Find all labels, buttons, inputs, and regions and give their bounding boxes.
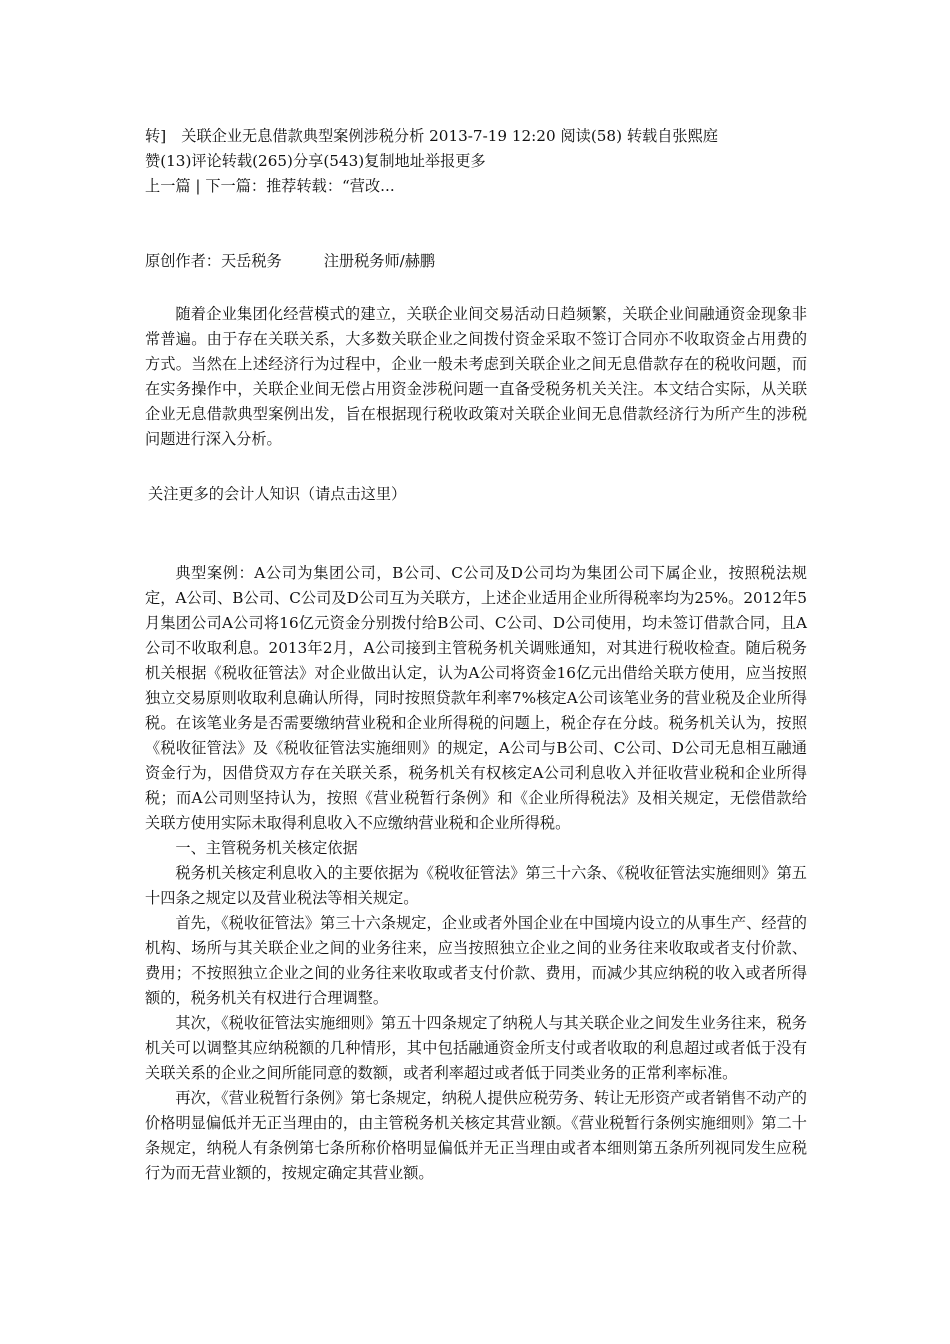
- document-page: [145, 124, 807, 1186]
- author-title: 注册税务师/赫鹏: [323, 252, 436, 270]
- spacer: [145, 199, 807, 249]
- first-paragraph: 首先，《税收征管法》第三十六条规定，企业或者外国企业在中国境内设立的从事生产、经营的机构、场所与其关联企业之间的业务往来，应当按照独立企业之间的业务往来收取或者支付价款、费用；不按照独立企业之间的业务往来收取或者支付价款、费用，而减少其应纳税的收入或者所得额的，税务机关有权进行合理调整。: [145, 914, 807, 1007]
- third-paragraph: 再次，《营业税暂行条例》第七条规定，纳税人提供应税劳务、转让无形资产或者销售不动产的价格明显偏低并无正当理由的，由主管税务机关核定其营业额。《营业税暂行条例实施细则》第二十条规定，纳税人有条例第七条所称价格明显偏低并无正当理由或者本细则第五条所列视同发生应税行为而无营业额的，按规定确定其营业额。: [145, 1089, 807, 1182]
- spacer: [145, 507, 807, 561]
- section-heading: 一、主管税务机关核定依据: [175, 839, 358, 857]
- author-label: 原创作者：天岳税务: [145, 252, 282, 270]
- spacer: [145, 274, 807, 302]
- author-line: [145, 249, 807, 274]
- article-actions-line[interactable]: 赞(13)评论转载(265)分享(543)复制地址举报更多: [145, 152, 486, 170]
- case-paragraph: 典型案例：A公司为集团公司，B公司、C公司及D公司均为集团公司下属企业，按照税法规定，A公司、B公司、C公司及D公司互为关联方，上述企业适用企业所得税率均为25%。2012年5月集团公司A公司将16亿元资金分别拨付给B公司、C公司、D公司使用，均未签订借款合同，且A公司不收取利息。2013年2月，A公司接到主管税务机关调账通知，对其进行税收检查。随后税务机关根据《税收征管法》对企业做出认定，认为A公司将资金16亿元出借给关联方使用，应当按照独立交易原则收取利息确认所得，同时按照贷款年利率7%核定A公司该笔业务的营业税及企业所得税。在该笔业务是否需要缴纳营业税和企业所得税的问题上，税企存在分歧。税务机关认为，按照《税收征管法》及《税收征管法实施细则》的规定，A公司与B公司、C公司、D公司无息相互融通资金行为，因借贷双方存在关联关系，税务机关有权核定A公司利息收入并征收营业税和企业所得税；而A公司则坚持认为，按照《营业税暂行条例》和《企业所得税法》及相关规定，无偿借款给关联方使用实际未取得利息收入不应缴纳营业税和企业所得税。: [145, 564, 807, 832]
- basis-paragraph: 税务机关核定利息收入的主要依据为《税收征管法》第三十六条、《税收征管法实施细则》第五十四条之规定以及营业税法等相关规定。: [145, 864, 807, 907]
- article-nav-line[interactable]: 上一篇 | 下一篇：推荐转载：“营改...: [145, 177, 395, 195]
- intro-paragraph: 随着企业集团化经营模式的建立，关联企业间交易活动日趋频繁，关联企业间融通资金现象非常普遍。由于存在关联关系，大多数关联企业之间拨付资金采取不签订合同亦不收取资金占用费的方式。当然在上述经济行为过程中，企业一般未考虑到关联企业之间无息借款存在的税收问题，而在实务操作中，关联企业间无偿占用资金涉税问题一直备受税务机关关注。本文结合实际，从关联企业无息借款典型案例出发，旨在根据现行税收政策对关联企业间无息借款经济行为所产生的涉税问题进行深入分析。: [145, 305, 807, 448]
- spacer: [145, 452, 807, 482]
- second-paragraph: 其次，《税收征管法实施细则》第五十四条规定了纳税人与其关联企业之间发生业务往来，税务机关可以调整其应纳税额的几种情形，其中包括融通资金所支付或者收取的利息超过或者低于没有关联关系的企业之间所能同意的数额，或者利率超过或者低于同类业务的正常利率标准。: [145, 1014, 807, 1082]
- article-title-line: 转] 关联企业无息借款典型案例涉税分析 2013-7-19 12:20 阅读(58) 转载自张熙庭: [145, 127, 718, 145]
- more-knowledge-link[interactable]: 关注更多的会计人知识（请点击这里）: [148, 485, 407, 503]
